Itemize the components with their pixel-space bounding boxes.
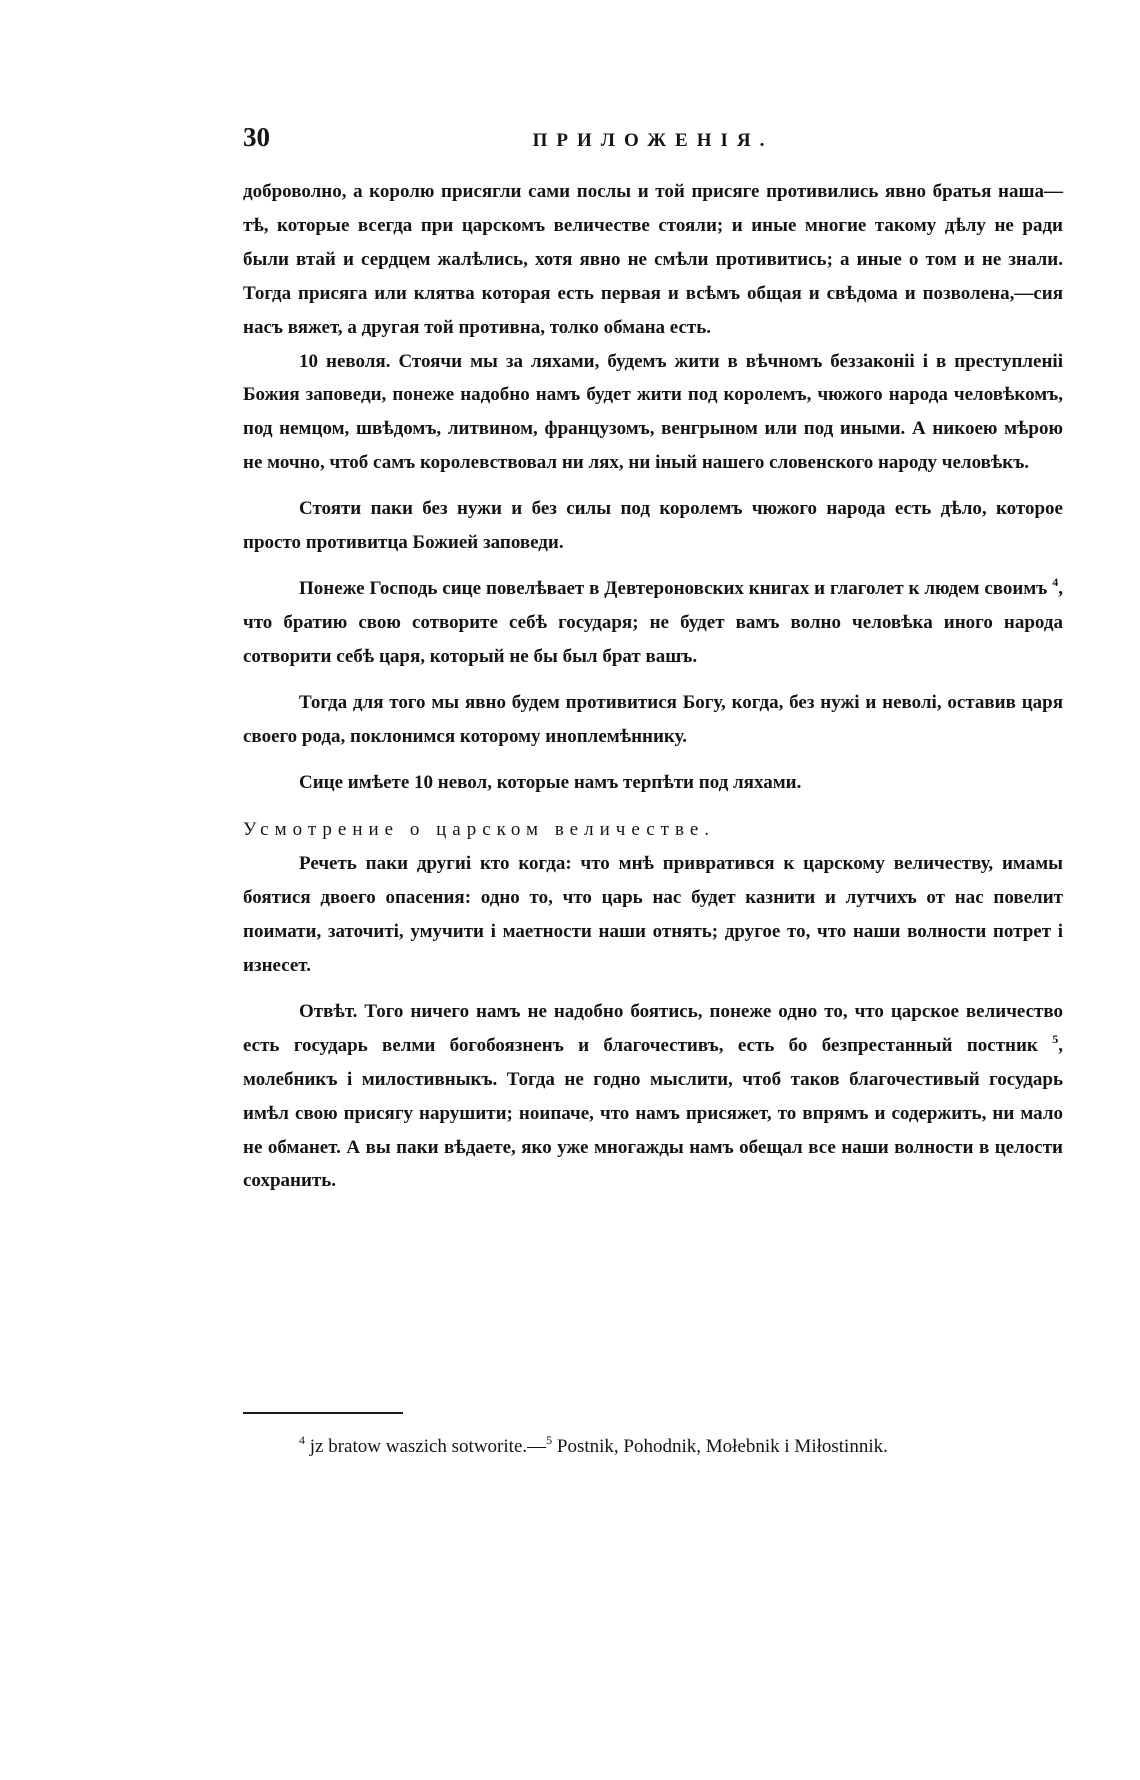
footnote-marker: 5 bbox=[1052, 1031, 1059, 1046]
paragraph: 10 неволя. Стоячи мы за ляхами, будемъ жити в вѣчномъ беззаконіі і в преступленіі Божия заповеди, понеже надобно намъ будет жити под королемъ, чюжого народа человѣкомъ, под немцом, швѣдомъ, литвином, французомъ, венгрыном или под иными. А никоею мѣрою не мочно, чтоб самъ королевствовал ни лях, ни іный нашего словенского народу человѣкъ. bbox=[243, 350, 1063, 474]
footnote-divider bbox=[243, 1412, 403, 1414]
paragraph: Речеть паки другиі кто когда: что мнѣ привратився к царскому величеству, имамы боятися двоего опасения: одно то, что царь нас будет казнити и лутчихъ от нас повелит поимати, заточиті, умучити і маетности наши отнять; другое то, что наши волности потрет і изнесет. bbox=[243, 853, 1063, 977]
paragraph: Стояти паки без нужи и без силы под королемъ чюжого народа есть дѣло, которое просто противитца Божией заповеди. bbox=[243, 498, 1063, 554]
section-heading: Усмотрение о царском величестве. bbox=[243, 819, 716, 841]
paragraph: доброволно, а королю присягли сами послы и той присяге противились явно братья наша—тѣ, которые всегда при царскомъ величестве стояли; и иные многие такому дѣлу не ради были втай и сердцем жалѣлись, хотя явно не смѣли противитись; а иные о том и не знали. Тогда присяга или клятва которая есть первая и всѣмъ общая и свѣдома и позволена,—сия насъ вяжет, а другая той противна, толко обмана есть. bbox=[243, 181, 1063, 338]
footnote-marker: 4 bbox=[1052, 574, 1059, 589]
footnote-text: jz bratow waszich sotworite.— bbox=[305, 1436, 547, 1457]
page-number: 30 bbox=[243, 122, 270, 152]
paragraph-text: , что братию свою сотворите себѣ государя; не будет вамъ волно человѣка иного народа сотворити себѣ царя, который не бы был брат вашъ. bbox=[243, 577, 1063, 667]
footnotes bbox=[243, 1430, 1063, 1463]
footnote-marker: 5 bbox=[546, 1433, 553, 1447]
paragraph-text: Отвѣт. Того ничего намъ не надобно боятись, понеже одно то, что царское величество есть государь велми богобоязненъ и благочестивъ, есть бо безпрестанный постник bbox=[243, 1000, 1063, 1056]
paragraph-text: , молебникъ і милостивныкъ. Тогда не годно мыслити, чтоб таков благочестивый государь имѣл свою присягу нарушити; ноипаче, что намъ присяжет, то впрямъ и содержить, ни мало не обманет. А вы паки вѣдаете, яко уже многажды намъ обещал все наши волности в целости сохранить. bbox=[243, 1034, 1063, 1192]
paragraph-text: Понеже Господь сице повелѣвает в Девтероновских книгах и глаголет к людем своимъ bbox=[299, 577, 1053, 599]
running-title: ПРИЛОЖЕНІЯ. bbox=[532, 130, 774, 151]
main-text bbox=[243, 175, 1063, 1198]
paragraph: Тогда для того мы явно будем противитися Богу, когда, без нужі и неволі, оставив царя своего рода, поклонимся которому иноплемѣннику. bbox=[243, 691, 1063, 747]
footnote-marker: 4 bbox=[299, 1433, 305, 1447]
paragraph: Сице имѣете 10 невол, которые намъ терпѣти под ляхами. bbox=[299, 771, 802, 793]
paragraph bbox=[243, 572, 1063, 674]
running-head bbox=[243, 122, 1063, 162]
paragraph bbox=[243, 995, 1063, 1198]
footnote-text: Postnik, Pohodnik, Mołebnik i Miłostinnik. bbox=[552, 1436, 888, 1457]
